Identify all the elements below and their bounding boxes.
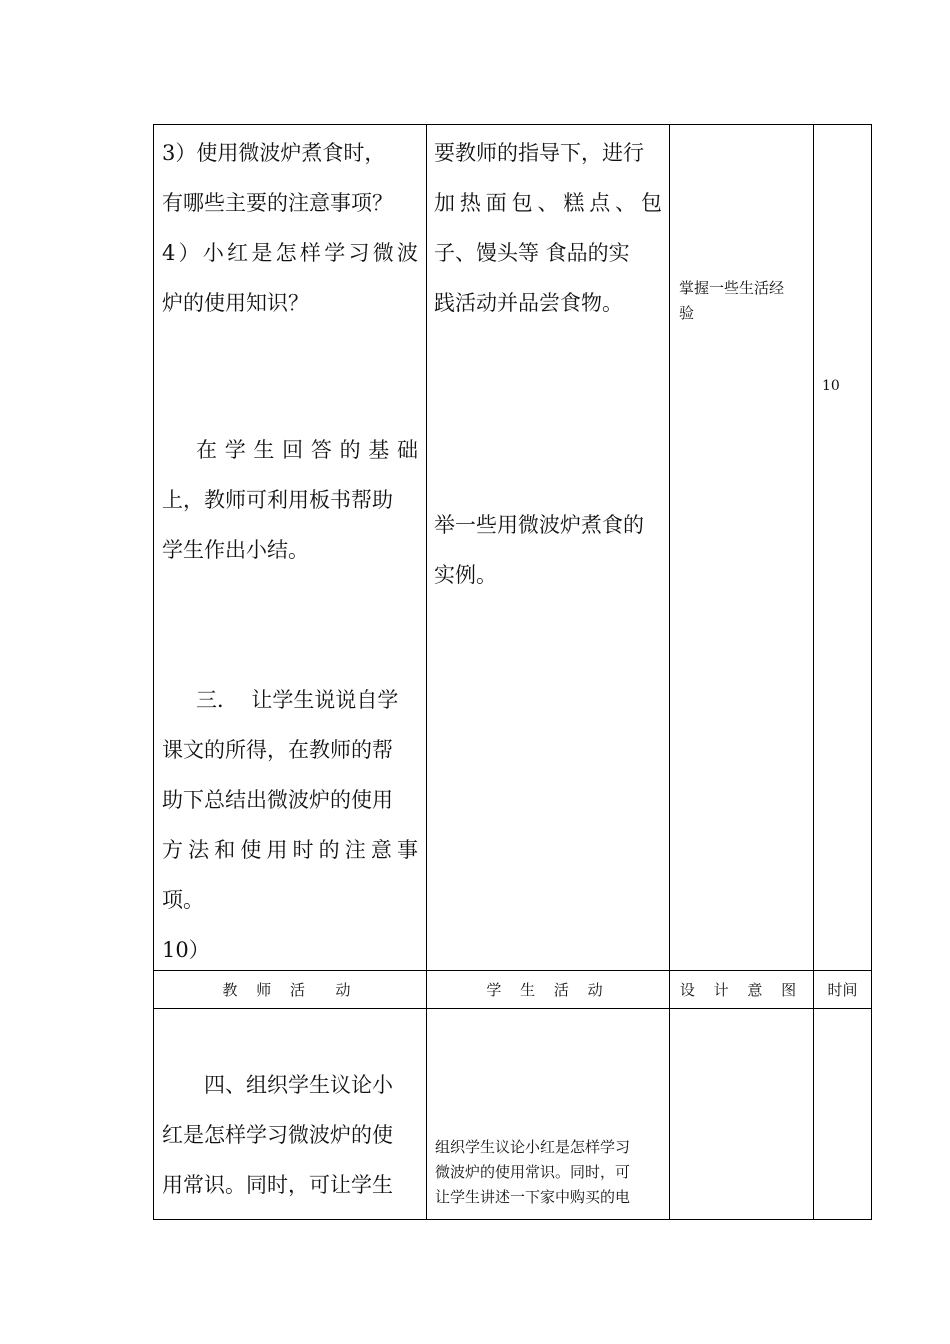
lower-teacher-activity-cell	[162, 1060, 418, 1210]
lower-student-activity-cell	[435, 1135, 665, 1210]
upper-teacher-summary	[162, 425, 418, 575]
step-4-line-1: 四、组织学生议论小	[204, 1073, 393, 1097]
upper-teacher-step-3	[162, 675, 418, 975]
student-activity-2-line-2: 实例。	[434, 563, 497, 587]
step-4-line-3: 用常识。同时，可让学生	[162, 1173, 393, 1197]
question-4-line-1: 4）小红是怎样学习微波	[162, 241, 418, 265]
lower-student-line-3: 让学生讲述一下家中购买的电	[435, 1188, 631, 1206]
design-intent-line-1: 掌握一些生活经	[679, 279, 785, 297]
step-3-line-3: 助下总结出微波炉的使用	[162, 788, 393, 812]
time-value: 10	[822, 378, 840, 394]
column-divider-3	[813, 124, 814, 1220]
header-row-bottom-border	[153, 1008, 872, 1009]
student-activity-1-line-2: 加热面包、糕点、包	[434, 191, 662, 215]
step-3-line-1: 三． 让学生说说自学	[196, 688, 399, 712]
step-3-line-6: 10）	[162, 938, 210, 962]
header-student-activity: 学 生 活 动	[486, 981, 610, 999]
column-divider-2	[669, 124, 670, 1220]
lower-student-line-1: 组织学生议论小红是怎样学习	[435, 1138, 631, 1156]
question-3-line-2: 有哪些主要的注意事项？	[162, 191, 393, 215]
summary-line-3: 学生作出小结。	[162, 538, 309, 562]
upper-design-intent-cell	[679, 276, 809, 326]
upper-time-cell	[822, 378, 840, 394]
student-activity-1-line-1: 要教师的指导下，进行	[434, 141, 644, 165]
table-bottom-border	[153, 1219, 872, 1220]
question-4-line-2: 炉的使用知识？	[162, 291, 309, 315]
design-intent-line-2: 验	[679, 304, 695, 322]
question-3-line-1: 3）使用微波炉煮食时，	[162, 141, 386, 165]
header-design-intent: 设 计 意 图	[679, 981, 804, 999]
step-3-line-5: 项。	[162, 888, 204, 912]
header-teacher-activity: 教 师 活 动	[222, 981, 358, 999]
student-activity-1-line-4: 践活动并品尝食物。	[434, 291, 623, 315]
summary-line-2: 上，教师可利用板书帮助	[162, 488, 393, 512]
table-left-border	[153, 124, 154, 1220]
lower-student-line-2: 微波炉的使用常识。同时，可	[435, 1163, 631, 1181]
step-3-line-2: 课文的所得，在教师的帮	[162, 738, 393, 762]
column-divider-1	[426, 124, 427, 1220]
table-top-border	[153, 124, 872, 125]
step-3-line-4: 方法和使用时的注意事	[162, 838, 418, 862]
summary-line-1: 在学生回答的基础	[196, 438, 418, 462]
upper-student-activity-cell	[434, 128, 662, 328]
header-time: 时间	[827, 981, 858, 999]
student-activity-1-line-3: 子、馒头等 食品的实	[434, 241, 630, 265]
student-activity-2-line-1: 举一些用微波炉煮食的	[434, 513, 644, 537]
upper-student-example	[434, 500, 662, 600]
step-4-line-2: 红是怎样学习微波炉的使	[162, 1123, 393, 1147]
upper-teacher-activity-cell	[162, 128, 418, 328]
table-right-border	[871, 124, 872, 1220]
